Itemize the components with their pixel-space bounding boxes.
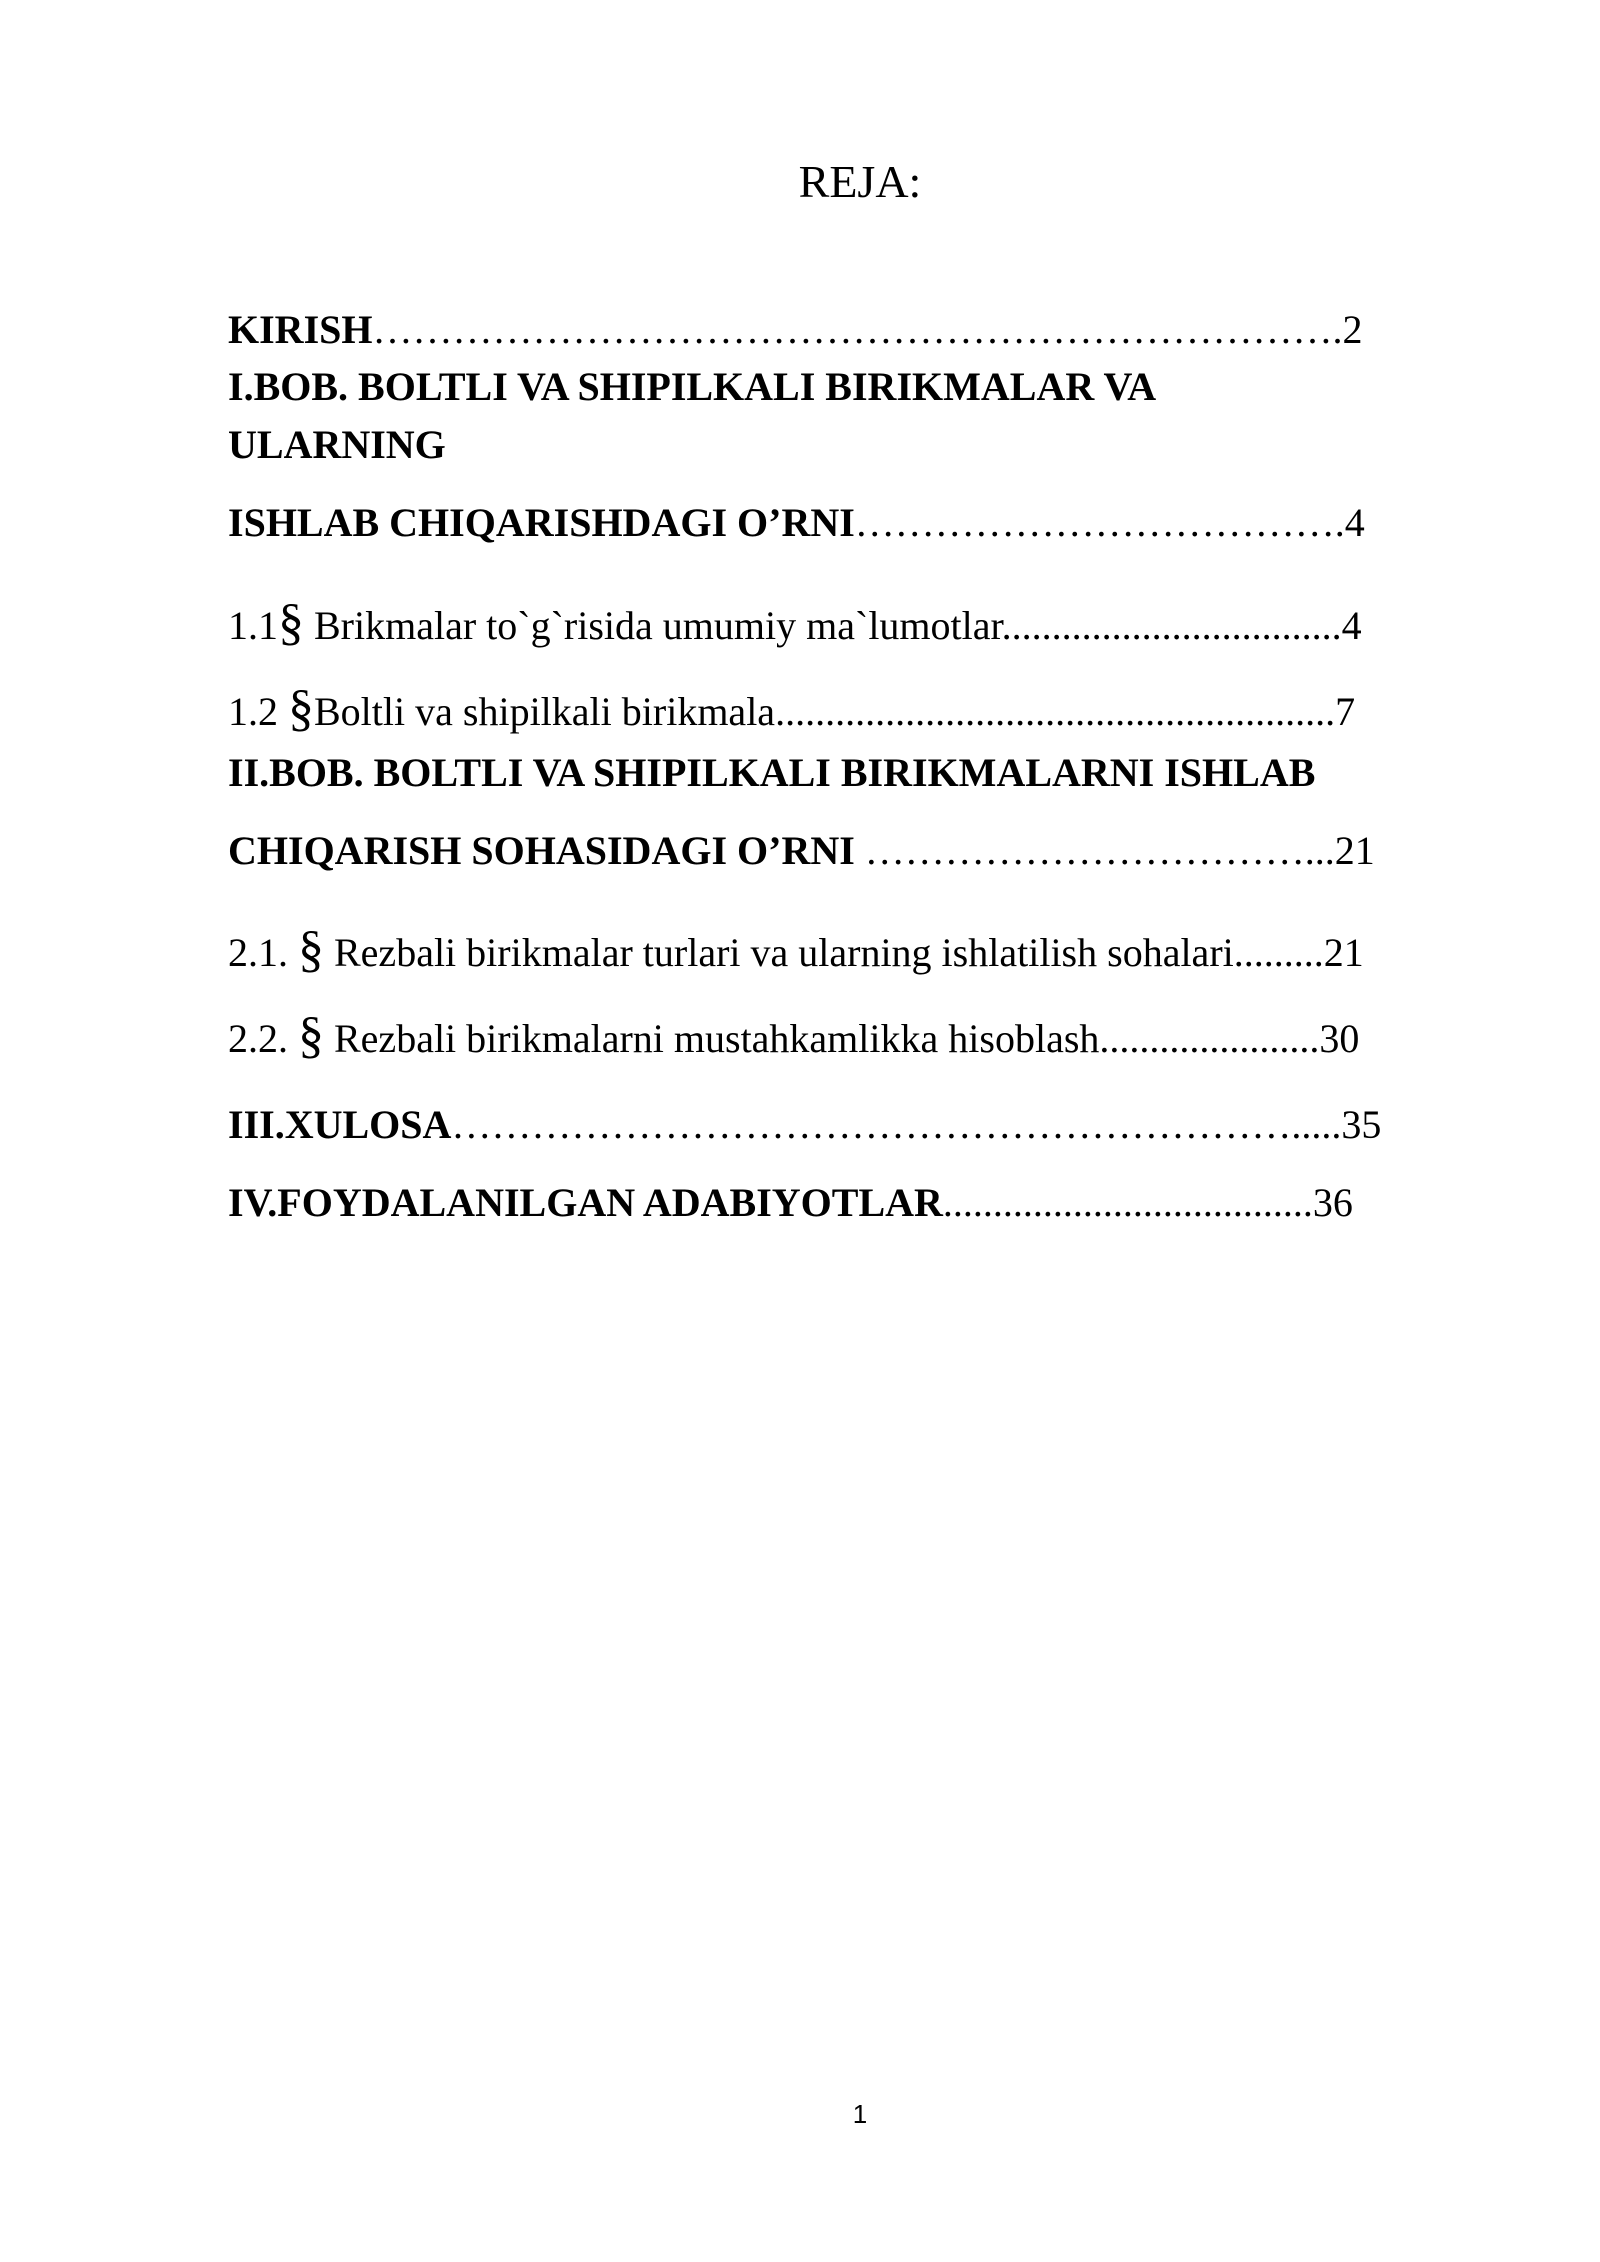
toc-entry-kirish <box>228 305 1363 355</box>
toc-entry-1-2 <box>228 680 1356 737</box>
toc-entry-number: 1.1 <box>228 603 278 648</box>
toc-page-number: 35 <box>1341 1102 1382 1147</box>
section-sign: § <box>278 594 304 651</box>
toc-page-number: 30 <box>1319 1016 1360 1061</box>
toc-entry-bob2 <box>228 826 1375 876</box>
toc-page-number: 36 <box>1312 1180 1353 1225</box>
toc-entry-label: IV.FOYDALANILGAN ADABIYOTLAR <box>228 1180 943 1225</box>
toc-page-number: 4 <box>1344 500 1365 545</box>
toc-entry-label: Brikmalar to`g`risida umumiy ma`lumotlar <box>304 603 1002 648</box>
toc-entry-label: Rezbali birikmalar turlari va ularning ishlatilish sohalari <box>324 930 1234 975</box>
toc-page-number: 7 <box>1335 689 1356 734</box>
toc-heading-bob1-line2: ULARNING <box>228 422 446 467</box>
section-sign: § <box>298 921 324 978</box>
toc-entry-2-1 <box>228 921 1364 978</box>
toc-entry-label: CHIQARISH SOHASIDAGI O’RNI <box>228 828 865 873</box>
toc-entry-label: ISHLAB CHIQARISHDAGI O’RNI <box>228 500 855 545</box>
toc-heading-bob2-line1: II.BOB. BOLTLI VA SHIPILKALI BIRIKMALARNI ISHLAB <box>228 750 1316 795</box>
toc-entry-number: 1.2 <box>228 689 288 734</box>
toc-entry-2-2 <box>228 1007 1360 1064</box>
section-sign: § <box>288 680 314 737</box>
toc-page-number: 4 <box>1341 603 1362 648</box>
toc-page-number: 2 <box>1342 307 1363 352</box>
footer-page-number: 1 <box>852 2099 868 2129</box>
toc-leader: ...................... <box>1099 1016 1320 1061</box>
toc-heading-bob1-line1: I.BOB. BOLTLI VA SHIPILKALI BIRIKMALAR VA <box>228 364 1157 409</box>
toc-entry-label: KIRISH <box>228 307 373 352</box>
toc-entry-bob1 <box>228 498 1365 548</box>
toc-leader: ..................................... <box>942 1180 1313 1225</box>
toc-leader: ……………………………... <box>864 828 1335 873</box>
toc-entry-1-1 <box>228 594 1362 651</box>
toc-entry-number: 2.1. <box>228 930 298 975</box>
toc-entry-xulosa <box>228 1100 1381 1150</box>
toc-entry-label: Rezbali birikmalarni mustahkamlikka hisoblash <box>324 1016 1100 1061</box>
page-title: REJA: <box>798 156 922 207</box>
toc-entry-label: III.XULOSA <box>228 1102 452 1147</box>
toc-page-number: 21 <box>1334 828 1375 873</box>
toc-leader: ………………………………. <box>854 500 1345 545</box>
toc-leader: ………………………………………………………………. <box>372 307 1343 352</box>
toc-entry-number: 2.2. <box>228 1016 298 1061</box>
toc-leader: .................................. <box>1001 603 1342 648</box>
section-sign: § <box>298 1007 324 1064</box>
toc-entry-adabiyotlar <box>228 1178 1353 1228</box>
toc-leader: ........................................................ <box>775 689 1336 734</box>
toc-entry-label: Boltli va shipilkali birikmala <box>314 689 776 734</box>
toc-page-number: 21 <box>1323 930 1364 975</box>
toc-leader: ......... <box>1233 930 1324 975</box>
toc-leader: ………………………………………………………..... <box>451 1102 1342 1147</box>
